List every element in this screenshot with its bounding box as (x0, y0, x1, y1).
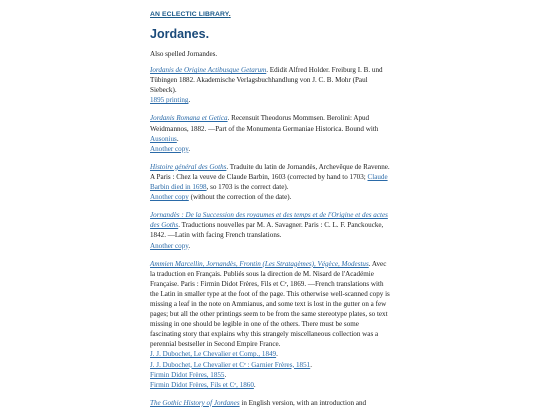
book-description: . Edidit Alfred Holder. Freiburg I. B. und Tübingen 1882. Akademische Verlagsbuchhandlung von J. C. B. Mohr (Paul Siebeck). (150, 66, 383, 95)
intro-text: Also spelled Jornandes. (150, 50, 218, 58)
copy-link[interactable]: Firmin Didot Frères, Fils et Cᵉ, 1860 (150, 380, 254, 389)
copy-link-note: . (224, 370, 227, 379)
book-description: . Recensuit Theodorus Mommsen. Berolini: Apud Weidmannos, 1882. —Part of the Monumenta Germaniae Historica. Bound with (150, 114, 379, 133)
copy-link-note: . (276, 350, 278, 359)
copy-link[interactable]: Another copy (150, 144, 189, 153)
book-description: . Traduite du latin de Jornandès, Archevêque de Ravenne. A Paris : Chez la veuve de Claude Barbin, 1603 (corrected by hand to 1703; (150, 162, 390, 181)
copy-link[interactable]: J. J. Dubochet, Le Chevalier et Cᵉ : Garnier Frères, 1851 (150, 360, 311, 369)
book-title-link[interactable]: Iordanis de Origine Actibusque Getarum (150, 66, 267, 75)
site-link-suffix: . (228, 11, 231, 18)
copy-link[interactable]: Another copy (150, 193, 189, 202)
page-title: Jordanes. (150, 27, 210, 41)
book-title-link[interactable]: Jornandès : De la Succession des royaumes et des temps et de l'Origine et des actes des Goths (150, 211, 388, 230)
copy-link-line (150, 95, 390, 105)
book-title-link[interactable]: Jordanis Romana et Getica (150, 114, 228, 123)
book-entry (150, 398, 390, 408)
copy-link[interactable]: 1895 printing (150, 96, 189, 105)
copy-link-line (150, 241, 390, 251)
copy-link-note: . (188, 241, 191, 250)
copy-link-line (150, 360, 390, 370)
book-entry (150, 210, 390, 250)
copy-link[interactable]: J. J. Dubochet, Le Chevalier et Comp., 1849 (150, 350, 277, 359)
copy-link[interactable]: Another copy (150, 241, 189, 250)
site-link-label: AN ECLECTIC LIBRARY (150, 11, 229, 18)
book-entry (150, 113, 390, 153)
entries-list (150, 65, 390, 408)
copy-link-note: (without the correction of the date). (188, 193, 292, 202)
copy-link-note: . (253, 380, 256, 389)
book-entry (150, 259, 390, 390)
copy-link-note: . (310, 360, 312, 369)
book-description: in English version, with an introduction and (239, 398, 367, 407)
copy-link-line (150, 144, 390, 154)
inline-link-suffix: , so 1703 is the correct date). (206, 183, 289, 192)
inline-link-suffix: . (176, 134, 179, 143)
copy-link-line (150, 370, 390, 380)
copy-link[interactable]: Firmin Didot Frères, 1855 (150, 370, 225, 379)
book-description: . Avec la traduction en Français. Publiés sous la direction de M. Nisard de l'Académie Française. Paris : Firmin Didot Frères, Fils et Cᵉ, 1869. —French translations with the Latin in smaller type at the foot of the page. This otherwise well-scanned copy is missing a leaf in the note on Ammianus, and some text is lost in the gutter on a few pages; but all the other printings seem to be from the same stereotype plates, so text missing in one should be legible in one of the others. There must be some fascinating story that explains why this strangely miscellaneous collection was a perennial bestseller in Second Empire France. (150, 259, 390, 349)
copy-link-note: . (188, 96, 191, 105)
inline-reference-link[interactable]: Claude Barbin died in 1698 (150, 172, 388, 192)
page-content (150, 10, 390, 416)
book-title-link[interactable]: The Gothic History of Jordanes (150, 398, 240, 407)
site-home-link[interactable] (150, 10, 390, 19)
copy-link-line (150, 349, 390, 359)
book-description: . Traductions nouvelles par M. A. Savagner. Paris : C. L. F. Panckoucke, 1842. —Latin with facing French translations. (150, 221, 384, 240)
book-entry (150, 162, 390, 202)
book-title-link[interactable]: Ammien Marcellin, Jornandès, Frontin (Les Stratagèmes), Végèce, Modestus (150, 259, 369, 268)
book-title-link[interactable]: Histoire général des Goths (150, 162, 227, 171)
book-entry (150, 65, 390, 105)
copy-link-line (150, 380, 390, 390)
copy-link-line (150, 192, 390, 202)
inline-reference-link[interactable]: Ausonius (150, 134, 177, 143)
copy-link-note: . (188, 144, 191, 153)
